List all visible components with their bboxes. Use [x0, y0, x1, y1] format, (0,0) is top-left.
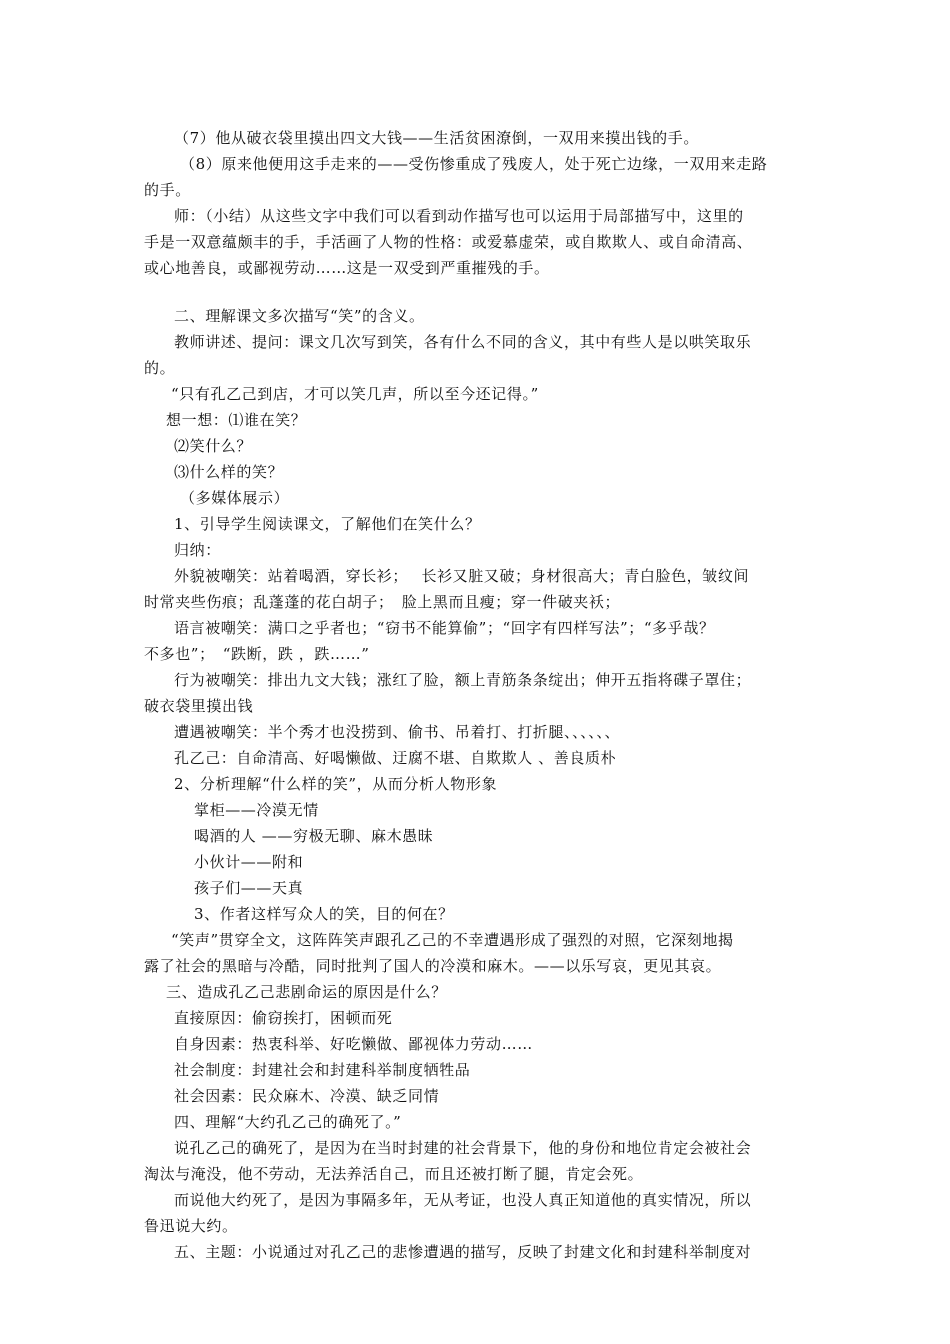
- text-line: 或心地善良，或鄙视劳动……这是一双受到严重摧残的手。: [144, 259, 550, 277]
- text-line: （7）他从破衣袋里摸出四文大钱——生活贫困潦倒，一双用来摸出钱的手。: [174, 129, 699, 147]
- text-line: 四、理解“大约孔乙己的确死了。”: [174, 1113, 402, 1131]
- text-line: 归纳：: [174, 541, 221, 559]
- text-line: 鲁迅说大约。: [144, 1217, 238, 1235]
- text-line: 淘汰与淹没，他不劳动，无法养活自己，而且还被打断了腿，肯定会死。: [144, 1165, 644, 1183]
- text-line: 时常夹些伤痕；乱蓬蓬的花白胡子； 脸上黑而且瘦；穿一件破夹袄；: [144, 593, 621, 611]
- text-line: 而说他大约死了，是因为事隔多年，无从考证，也没人真正知道他的真实情况，所以: [174, 1191, 752, 1209]
- text-line: 想一想：⑴谁在笑？: [166, 411, 307, 429]
- text-line: ⑶什么样的笑？: [174, 463, 284, 481]
- text-line: 喝酒的人 ——穷极无聊、麻木愚昧: [194, 827, 434, 845]
- text-line: 直接原因：偷窃挨打，困顿而死: [174, 1009, 393, 1027]
- text-line: 孔乙己：自命清高、好喝懒做、迂腐不堪、自欺欺人 、善良质朴: [174, 749, 617, 767]
- text-line: 行为被嘲笑：排出九文大钱；涨红了脸，额上青筋条条绽出；伸开五指将碟子罩住；: [174, 671, 752, 689]
- text-line: 的。: [144, 359, 176, 377]
- text-line: 师：（小结）从这些文字中我们可以看到动作描写也可以运用于局部描写中，这里的: [174, 207, 744, 225]
- text-line: 说孔乙己的确死了，是因为在当时封建的社会背景下，他的身份和地位肯定会被社会: [174, 1139, 752, 1157]
- text-line: 不多也”； “跌断，跌 ，跌……”: [144, 645, 370, 663]
- text-line: 教师讲述、提问：课文几次写到笑，各有什么不同的含义，其中有些人是以哄笑取乐: [174, 333, 752, 351]
- text-line: （多媒体展示）: [180, 489, 290, 507]
- text-line: （8）原来他便用这手走来的——受伤惨重成了残废人，处于死亡边缘，一双用来走路: [180, 155, 768, 173]
- text-line: 的手。: [144, 181, 191, 199]
- text-line: 二、理解课文多次描写“笑”的含义。: [174, 307, 425, 325]
- text-line: 遭遇被嘲笑：半个秀才也没捞到、偷书、吊着打、打折腿、、、、、、: [174, 723, 621, 741]
- text-line: 孩子们——天真: [194, 879, 304, 897]
- text-line: 3、作者这样写众人的笑，目的何在？: [194, 905, 454, 923]
- text-line: ⑵笑什么？: [174, 437, 253, 455]
- text-line: 三、造成孔乙己悲剧命运的原因是什么？: [166, 983, 447, 1001]
- text-line: 露了社会的黑暗与冷酷，同时批判了国人的冷漠和麻木。——以乐写哀，更见其哀。: [144, 957, 722, 975]
- text-line: 手是一双意蕴颇丰的手，手活画了人物的性格：或爱慕虚荣，或自欺欺人、或自命清高、: [144, 233, 753, 251]
- text-line: 1、引导学生阅读课文，了解他们在笑什么？: [174, 515, 481, 533]
- text-line: 小伙计——附和: [194, 853, 304, 871]
- text-line: 社会因素：民众麻木、冷漠、缺乏同情: [174, 1087, 440, 1105]
- text-line: “笑声”贯穿全文，这阵阵笑声跟孔乙己的不幸遭遇形成了强烈的对照，它深刻地揭: [171, 931, 734, 949]
- text-line: 社会制度：封建社会和封建科举制度牺牲品: [174, 1061, 471, 1079]
- text-line: 掌柜——冷漠无情: [194, 801, 319, 819]
- text-line: 外貌被嘲笑：站着喝酒，穿长衫； 长衫又脏又破；身材很高大；青白脸色，皱纹间: [174, 567, 750, 585]
- text-line: 破衣袋里摸出钱: [144, 697, 254, 715]
- text-line: 五、主题：小说通过对孔乙己的悲惨遭遇的描写，反映了封建文化和封建科举制度对: [174, 1243, 752, 1261]
- text-line: “只有孔乙己到店，才可以笑几声，所以至今还记得。”: [171, 385, 539, 403]
- text-line: 2、分析理解“什么样的笑”，从而分析人物形象: [174, 775, 498, 793]
- text-line: 自身因素：热衷科举、好吃懒做、鄙视体力劳动……: [174, 1035, 533, 1053]
- text-line: 语言被嘲笑：满口之乎者也；“窃书不能算偷”；“回字有四样写法”；“多乎哉？: [174, 619, 715, 637]
